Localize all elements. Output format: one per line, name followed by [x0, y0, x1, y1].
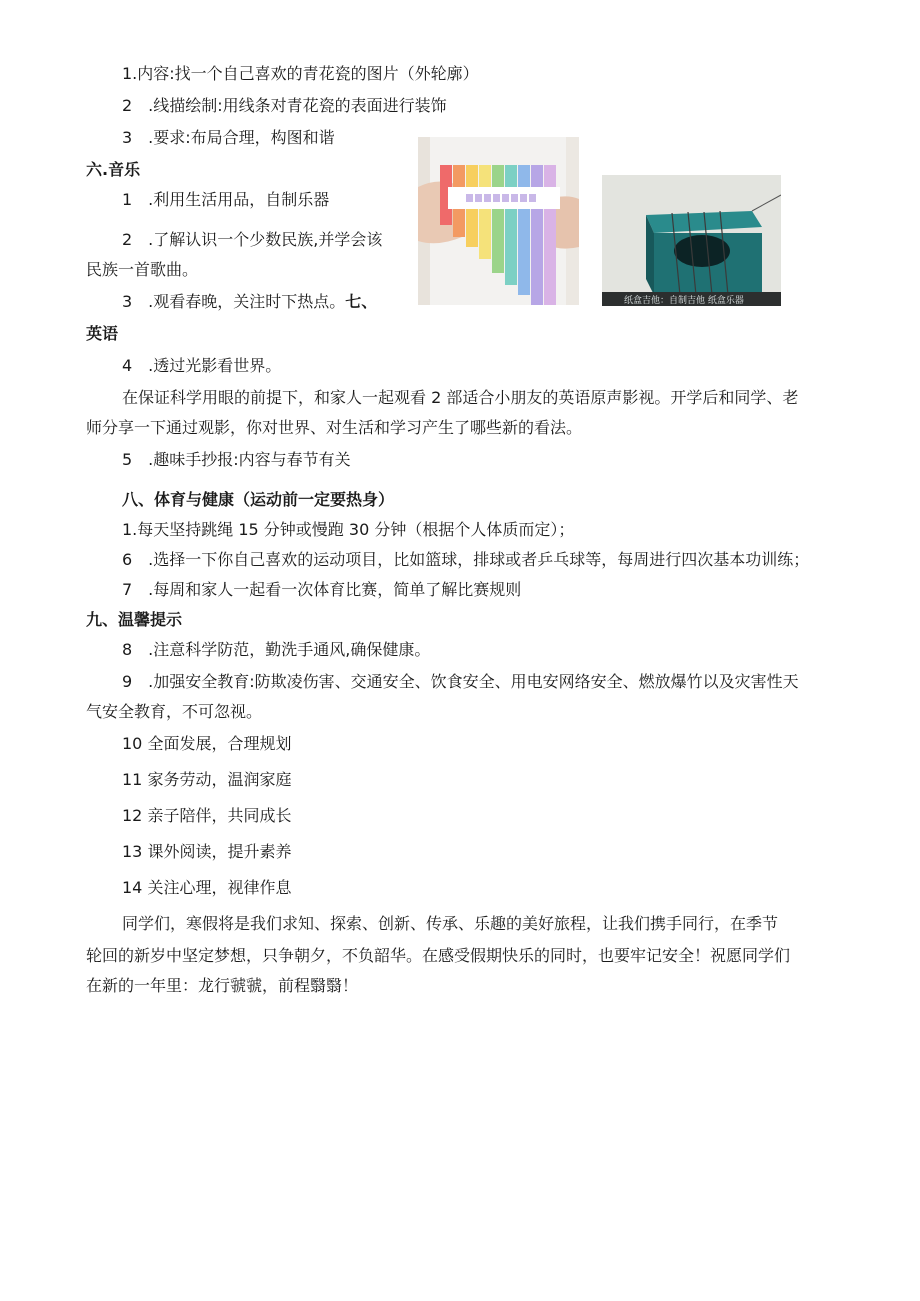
guitar-image [602, 175, 781, 306]
music-item-3 [122, 290, 377, 314]
music-item-2-cont: 民族一首歌曲。 [86, 260, 199, 279]
closing-line-1: 同学们，寒假将是我们求知、探索、创新、传承、乐趣的美好旅程，让我们携手同行，在季节 [122, 914, 779, 933]
art-item-3: 3 .要求:布局合理，构图和谐 [122, 128, 335, 147]
music-item-3-text: 3 .观看春晚，关注时下热点。 [122, 292, 346, 311]
tips-item-12: 12 亲子陪伴，共同成长 [122, 806, 292, 825]
english-heading-part2: 英语 [86, 324, 119, 343]
tips-item-13: 13 课外阅读，提升素养 [122, 842, 292, 861]
tips-item-9-cont: 气安全教育，不可忽视。 [86, 702, 263, 721]
tips-heading: 九、温馨提示 [86, 610, 183, 629]
music-item-1: 1 .利用生活用品，自制乐器 [122, 190, 330, 209]
pe-item-6: 6 .选择一下你自己喜欢的运动项目，比如篮球，排球或者乒乓球等，每周进行四次基本功训练； [122, 550, 810, 569]
english-paragraph-line-1: 在保证科学用眼的前提下，和家人一起观看 2 部适合小朋友的英语原声影视。开学后和同学、老 [122, 388, 799, 407]
pe-heading: 八、体育与健康（运动前一定要热身） [122, 490, 395, 509]
closing-line-3: 在新的一年里：龙行虢虢，前程翳翳！ [86, 976, 359, 995]
tips-item-9: 9 .加强安全教育:防欺凌伤害、交通安全、饮食安全、用电安网络安全、燃放爆竹以及灾害性天 [122, 672, 799, 691]
tips-item-14: 14 关注心理，视律作息 [122, 878, 292, 897]
guitar-drawing [602, 175, 781, 306]
tips-item-11: 11 家务劳动，温润家庭 [122, 770, 292, 789]
panpipe-drawing [418, 137, 579, 305]
pe-item-1: 1.每天坚持跳绳 15 分钟或慢跑 30 分钟（根据个人体质而定）； [122, 520, 575, 539]
guitar-caption: 纸盒吉他：自制吉他 纸盒乐器 [624, 296, 744, 306]
art-item-1: 1.内容:找一个自己喜欢的青花瓷的图片（外轮廓） [122, 64, 479, 83]
music-heading: 六.音乐 [86, 160, 141, 179]
english-heading-part1: 七、 [345, 292, 378, 311]
panpipe-image [418, 137, 579, 305]
pe-item-7: 7 .每周和家人一起看一次体育比赛，简单了解比赛规则 [122, 580, 522, 599]
tips-item-10: 10 全面发展，合理规划 [122, 734, 292, 753]
tips-item-8: 8 .注意科学防范，勤洗手通风,确保健康。 [122, 640, 431, 659]
english-item-5: 5 .趣味手抄报:内容与春节有关 [122, 450, 351, 469]
closing-line-2: 轮回的新岁中坚定梦想，只争朝夕，不负韶华。在感受假期快乐的同时，也要牢记安全！祝愿同学们 [86, 946, 791, 965]
english-paragraph-line-2: 师分享一下通过观影，你对世界、对生活和学习产生了哪些新的看法。 [86, 418, 583, 437]
music-item-2: 2 .了解认识一个少数民族,并学会该 [122, 230, 383, 249]
english-item-4: 4 .透过光影看世界。 [122, 356, 282, 375]
art-item-2: 2 .线描绘制:用线条对青花瓷的表面进行装饰 [122, 96, 447, 115]
